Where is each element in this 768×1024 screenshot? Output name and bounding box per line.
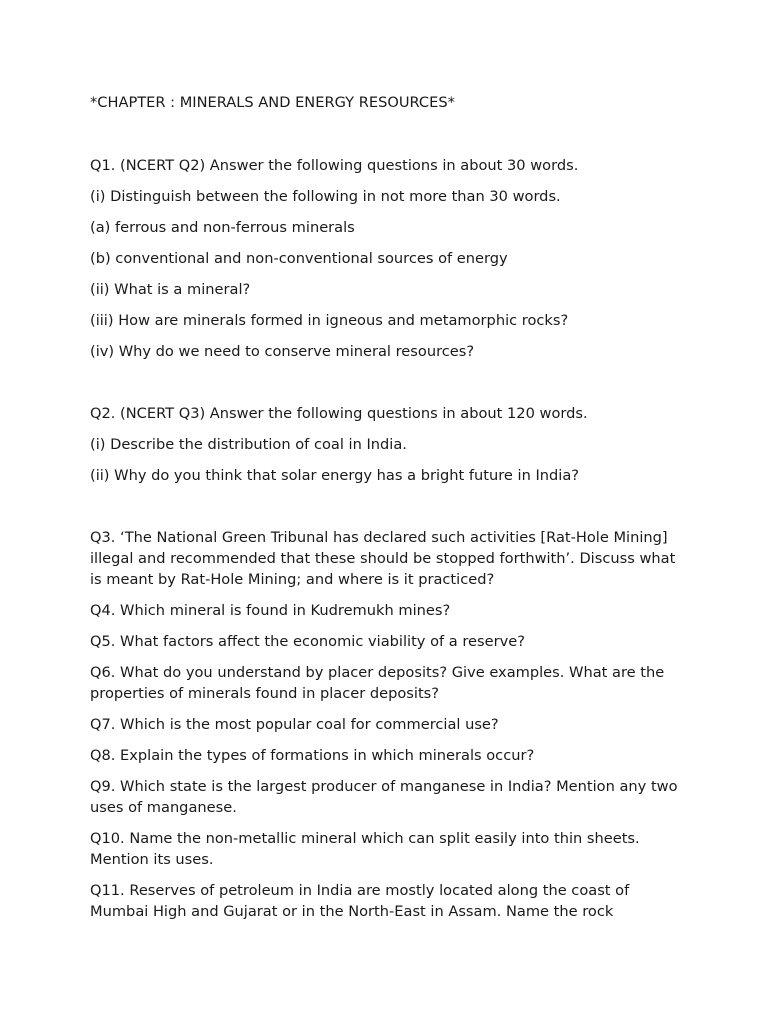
spacer bbox=[90, 113, 680, 155]
question-q7: Q7. Which is the most popular coal for commercial use? bbox=[90, 716, 499, 733]
question-q5: Q5. What factors affect the economic viability of a reserve? bbox=[90, 633, 525, 650]
sub-question-i: (i) Distinguish between the following in not more than 30 words. bbox=[90, 188, 561, 205]
question-q6: Q6. What do you understand by placer deposits? Give examples. What are the properties of minerals found in placer deposits? bbox=[90, 664, 665, 702]
document-content bbox=[90, 92, 680, 932]
spacer bbox=[90, 372, 680, 403]
sub-question-i: (i) Describe the distribution of coal in India. bbox=[90, 436, 407, 453]
question-q8: Q8. Explain the types of formations in which minerals occur? bbox=[90, 747, 535, 764]
question-q3: Q3. ‘The National Green Tribunal has declared such activities [Rat-Hole Mining] illegal and recommended that these should be stopped forthwith’. Discuss what is meant by Rat-Hole Mining; and where is it practiced? bbox=[90, 529, 676, 588]
question-q10: Q10. Name the non-metallic mineral which can split easily into thin sheets. Mention its uses. bbox=[90, 830, 640, 868]
question-q4: Q4. Which mineral is found in Kudremukh mines? bbox=[90, 602, 451, 619]
sub-question-b: (b) conventional and non-conventional sources of energy bbox=[90, 250, 508, 267]
sub-question-a: (a) ferrous and non-ferrous minerals bbox=[90, 219, 355, 236]
sub-question-ii: (ii) Why do you think that solar energy has a bright future in India? bbox=[90, 467, 580, 484]
sub-question-iii: (iii) How are minerals formed in igneous and metamorphic rocks? bbox=[90, 312, 569, 329]
sub-question-iv: (iv) Why do we need to conserve mineral resources? bbox=[90, 343, 475, 360]
chapter-title: *CHAPTER : MINERALS AND ENERGY RESOURCES* bbox=[90, 94, 455, 111]
question-q9: Q9. Which state is the largest producer of manganese in India? Mention any two uses of manganese. bbox=[90, 778, 678, 816]
question-q11: Q11. Reserves of petroleum in India are mostly located along the coast of Mumbai High and Gujarat or in the North-East in Assam. Name the rock bbox=[90, 882, 630, 920]
question-q2: Q2. (NCERT Q3) Answer the following questions in about 120 words. bbox=[90, 405, 588, 422]
question-q1: Q1. (NCERT Q2) Answer the following questions in about 30 words. bbox=[90, 157, 579, 174]
spacer bbox=[90, 496, 680, 527]
sub-question-ii: (ii) What is a mineral? bbox=[90, 281, 251, 298]
